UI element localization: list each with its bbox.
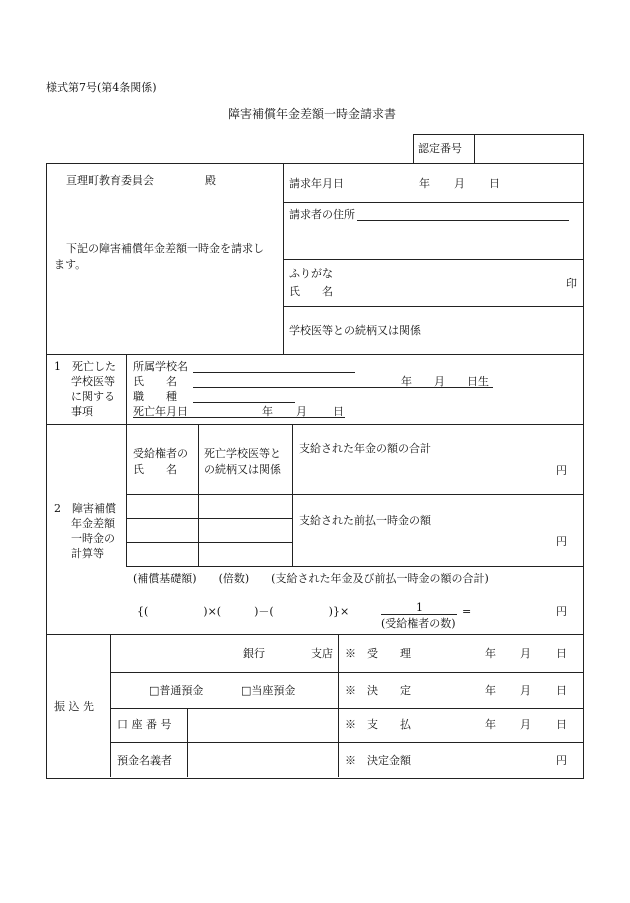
rule [110,672,583,673]
request-text-line2: ます。 [54,258,87,271]
rule [283,259,583,260]
deceased-name-label: 氏 名 [133,375,177,388]
rule [283,306,583,307]
nintei-divider [474,134,475,163]
request-month: 月 [454,177,465,190]
request-text-line1: 下記の障害補償年金差額一時金を請求し [66,242,264,255]
rule [126,542,292,543]
formula-yen: 円 [556,605,567,618]
dono-label: 殿 [205,174,216,187]
school-name-label: 所属学校名 [133,360,188,373]
birth-date: 年 月 日生 [401,375,489,388]
death-year: 年 [262,405,273,418]
juri-day: 日 [556,647,567,660]
rule [110,708,583,709]
section1-label-line4: 事項 [71,405,93,418]
rule [198,424,199,566]
formula-fraction-bar [381,614,457,615]
pension-total-yen: 円 [556,464,567,477]
form-number: 様式第7号(第4条関係) [46,81,157,94]
shiharai-label: ※ 支 払 [345,718,411,731]
futsu-checkbox[interactable]: □普通預金 [149,684,204,697]
address-label: 請求者の住所 [289,208,355,221]
section2-label-line4: 計算等 [71,547,104,560]
rule [338,634,339,777]
decided-amount-yen: 円 [556,754,567,767]
toza-checkbox[interactable]: □当座預金 [241,684,296,697]
section2-label-line2: 年金差額 [71,517,115,530]
request-year: 年 [419,177,430,190]
rule [283,202,583,203]
juri-year: 年 [485,647,496,660]
death-date-label: 死亡年月日 [133,405,188,418]
branch-label: 支店 [311,647,333,660]
advance-payment-yen: 円 [556,535,567,548]
decided-amount-label: ※ 決定金額 [345,754,411,767]
shiharai-day: 日 [556,718,567,731]
formula-equals: = [462,605,472,618]
name-label: 氏 名 [289,285,333,298]
beneficiary-name-header-1: 受給権者の [133,447,188,460]
rule [110,634,111,777]
seal-mark: 印 [566,277,577,290]
page-title: 障害補償年金差額一時金請求書 [228,107,397,121]
beneficiary-name-header-2: 氏 名 [133,463,177,476]
kettei-label: ※ 決 定 [345,684,411,697]
death-day: 日 [333,405,344,418]
kettei-day: 日 [556,684,567,697]
beneficiary-relation-header-1: 死亡学校医等と [204,447,281,460]
rule [283,163,284,355]
rule [126,518,292,519]
section1-label-line1: 1 死亡した [54,360,116,373]
beneficiary-relation-header-2: の続柄又は関係 [204,463,281,476]
juri-month: 月 [520,647,531,660]
rule [187,708,188,777]
section1-label-line2: 学校医等 [71,375,115,388]
nintei-label: 認定番号 [418,142,462,155]
request-date-label: 請求年月日 [289,177,344,190]
rule [126,566,583,567]
account-number-label: 口 座 番 号 [117,718,172,731]
school-name-underline [193,372,355,373]
kettei-month: 月 [520,684,531,697]
section2-label-line3: 一時金の [71,532,115,545]
section2-label-line1: 2 障害補償 [54,502,116,515]
relation-label: 学校医等との続柄又は関係 [289,324,421,337]
request-day: 日 [489,177,500,190]
rule [126,494,583,495]
shiharai-month: 月 [520,718,531,731]
bank-label: 銀行 [243,647,265,660]
rule [110,742,583,743]
juri-label: ※ 受 理 [345,647,411,660]
rule [46,634,583,635]
death-date-underline [133,417,345,418]
rule [292,424,293,566]
death-month: 月 [296,405,307,418]
furigana-label: ふりがな [289,267,333,280]
rule [126,354,127,566]
section1-label-line3: に関する [71,390,115,403]
formula-numerator: 1 [416,601,423,614]
formula-header: (補償基礎額) (倍数) (支給された年金及び前払一時金の額の合計) [133,572,489,585]
advance-payment-label: 支給された前払一時金の額 [299,514,431,527]
pension-total-label: 支給された年金の額の合計 [299,442,431,455]
addressee: 亘理町教育委員会 [66,174,154,187]
transfer-label: 振 込 先 [54,700,94,713]
formula-denominator: (受給権者の数) [381,617,456,630]
formula-expression: {( )×( )－( )}× [137,605,350,618]
shiharai-year: 年 [485,718,496,731]
job-underline [193,402,295,403]
account-holder-label: 預金名義者 [117,754,172,767]
address-underline [357,220,569,221]
job-label: 職 種 [133,390,177,403]
kettei-year: 年 [485,684,496,697]
